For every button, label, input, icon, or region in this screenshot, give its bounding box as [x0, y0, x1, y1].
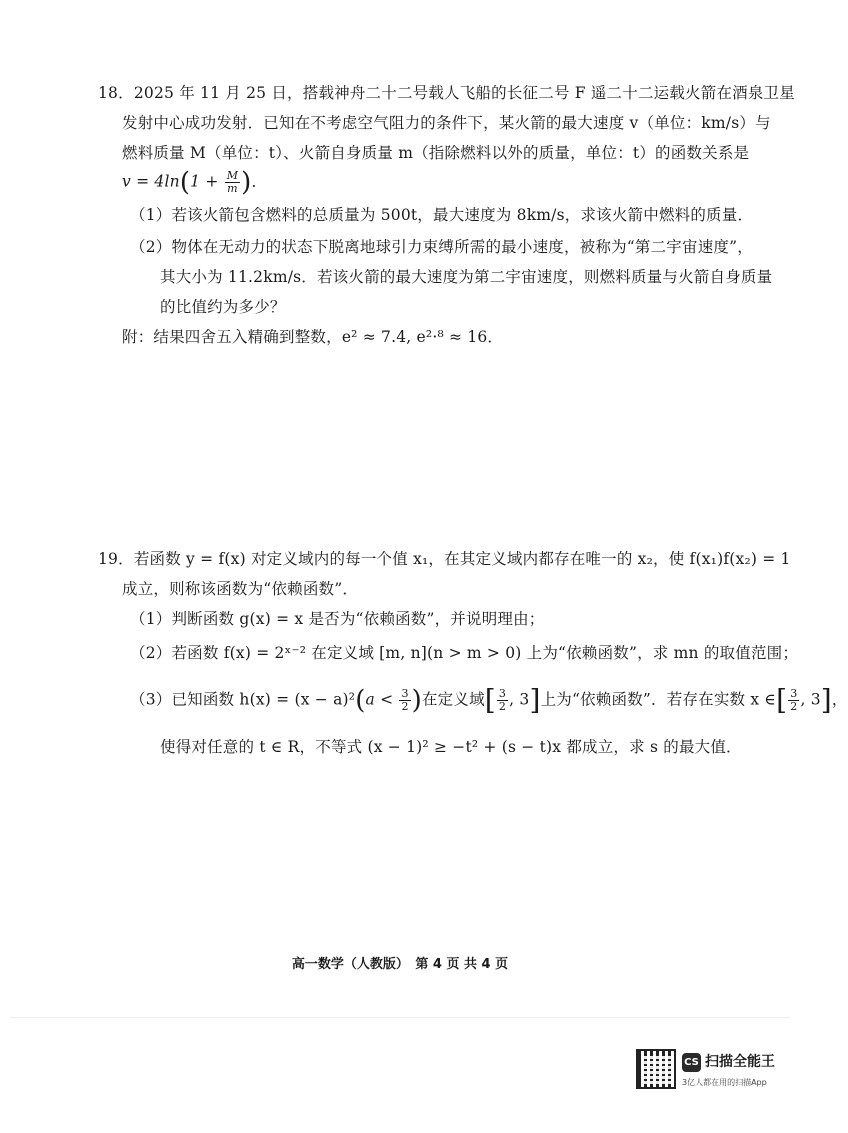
formula-prefix: v = 4ln — [122, 172, 180, 191]
p3-condition: a < — [365, 690, 394, 709]
q18-line-2: 发射中心成功发射．已知在不考虑空气阻力的条件下，某火箭的最大速度 v（单位：km/s）与 — [122, 114, 771, 132]
q18-part-2-line-1: （2）物体在无动力的状态下脱离地球引力束缚所需的最小速度，被称为“第二宇宙速度”， — [130, 238, 753, 256]
p3-text-a: （3）已知函数 h(x) = (x − a)² — [130, 690, 356, 709]
q19-line-2: 成立，则称该函数为“依赖函数”． — [122, 580, 359, 598]
q18-part-2-line-2: 其大小为 11.2km/s．若该火箭的最大速度为第二宇宙速度，则燃料质量与火箭自身质量 — [160, 268, 773, 286]
q18-formula: v = 4ln(1 + $\frac{M}{m}$ )． — [122, 167, 268, 198]
fraction-numerator: 3 — [401, 687, 409, 700]
formula-fraction — [225, 170, 240, 195]
q19-part-2: （2）若函数 f(x) = 2ˣ⁻² 在定义域 [m, n](n > m > 0) 上为“依赖函数”，求 mn 的取值范围； — [130, 644, 799, 662]
q18-line-1: 18．2025 年 11 月 25 日，搭载神舟二十二号载人飞船的长征二号 F 遥二十二运载火箭在酒泉卫星 — [98, 84, 795, 102]
p3-text-b: 在定义域 — [421, 690, 485, 709]
q19-part-1: （1）判断函数 g(x) = x 是否为“依赖函数”，并说明理由； — [130, 610, 545, 628]
q19-part-3-line-2: 使得对任意的 t ∈ R，不等式 (x − 1)² ≥ −t² + (s − t)x 都成立，求 s 的最大值． — [160, 738, 742, 756]
formula-suffix: ． — [251, 172, 268, 191]
p3-text-c: 上为“依赖函数”．若存在实数 x ∈ — [540, 690, 777, 709]
fraction-numerator: 3 — [790, 687, 798, 700]
q19-part-3-line-1: （3）已知函数 h(x) = (x − a)²(a < $\frac{3}{2}$ )在定义域[ $\frac{3}{2}$ , 3]上为“依赖函数”．若存在实数 x ∈[ $\frac{3}{2}$ , 3]， — [130, 683, 848, 717]
fraction-denominator: 2 — [790, 700, 798, 713]
formula-numerator: M — [226, 169, 239, 182]
q18-note — [122, 326, 503, 348]
interval-end-2: , 3 — [800, 690, 821, 709]
fraction-denominator: 2 — [401, 700, 409, 713]
fraction-denominator: 2 — [498, 700, 507, 713]
fraction-numerator: 3 — [498, 687, 507, 700]
q19-line-1: 19．若函数 y = f(x) 对定义域内的每一个值 x₁，在其定义域内都存在唯一的 x₂，使 f(x₁)f(x₂) = 1 — [98, 550, 791, 568]
note-text: 附：结果四舍五入精确到整数， — [122, 328, 342, 346]
interval-end: , 3 — [509, 690, 530, 709]
q18-part-1: （1）若该火箭包含燃料的总质量为 500t，最大速度为 8km/s，求该火箭中燃料的质量． — [130, 206, 754, 224]
scanner-brand-name: 扫描全能王 — [705, 1054, 775, 1070]
divider — [10, 1017, 790, 1018]
q18-line-3: 燃料质量 M（单位：t）、火箭自身质量 m（指除燃料以外的质量，单位：t）的函数关系是 — [122, 144, 750, 162]
formula-one-plus: 1 + — [190, 172, 219, 191]
qr-code-icon — [636, 1049, 676, 1089]
camscanner-logo-icon: CS — [682, 1053, 701, 1072]
p3-condition-fraction — [399, 688, 410, 713]
interval-fraction — [497, 688, 508, 713]
note-math: e² ≈ 7.4, e²·⁸ ≈ 16． — [341, 328, 504, 346]
formula-denominator: m — [227, 182, 238, 195]
scanner-tagline: 3亿人都在用的扫描App — [682, 1078, 767, 1087]
page-footer: 高一数学（人教版） 第 4 页 共 4 页 — [291, 957, 509, 972]
q18-part-2-line-3: 的比值约为多少？ — [160, 298, 286, 316]
interval-fraction-2 — [788, 688, 799, 713]
p3-text-d: ， — [831, 690, 848, 709]
